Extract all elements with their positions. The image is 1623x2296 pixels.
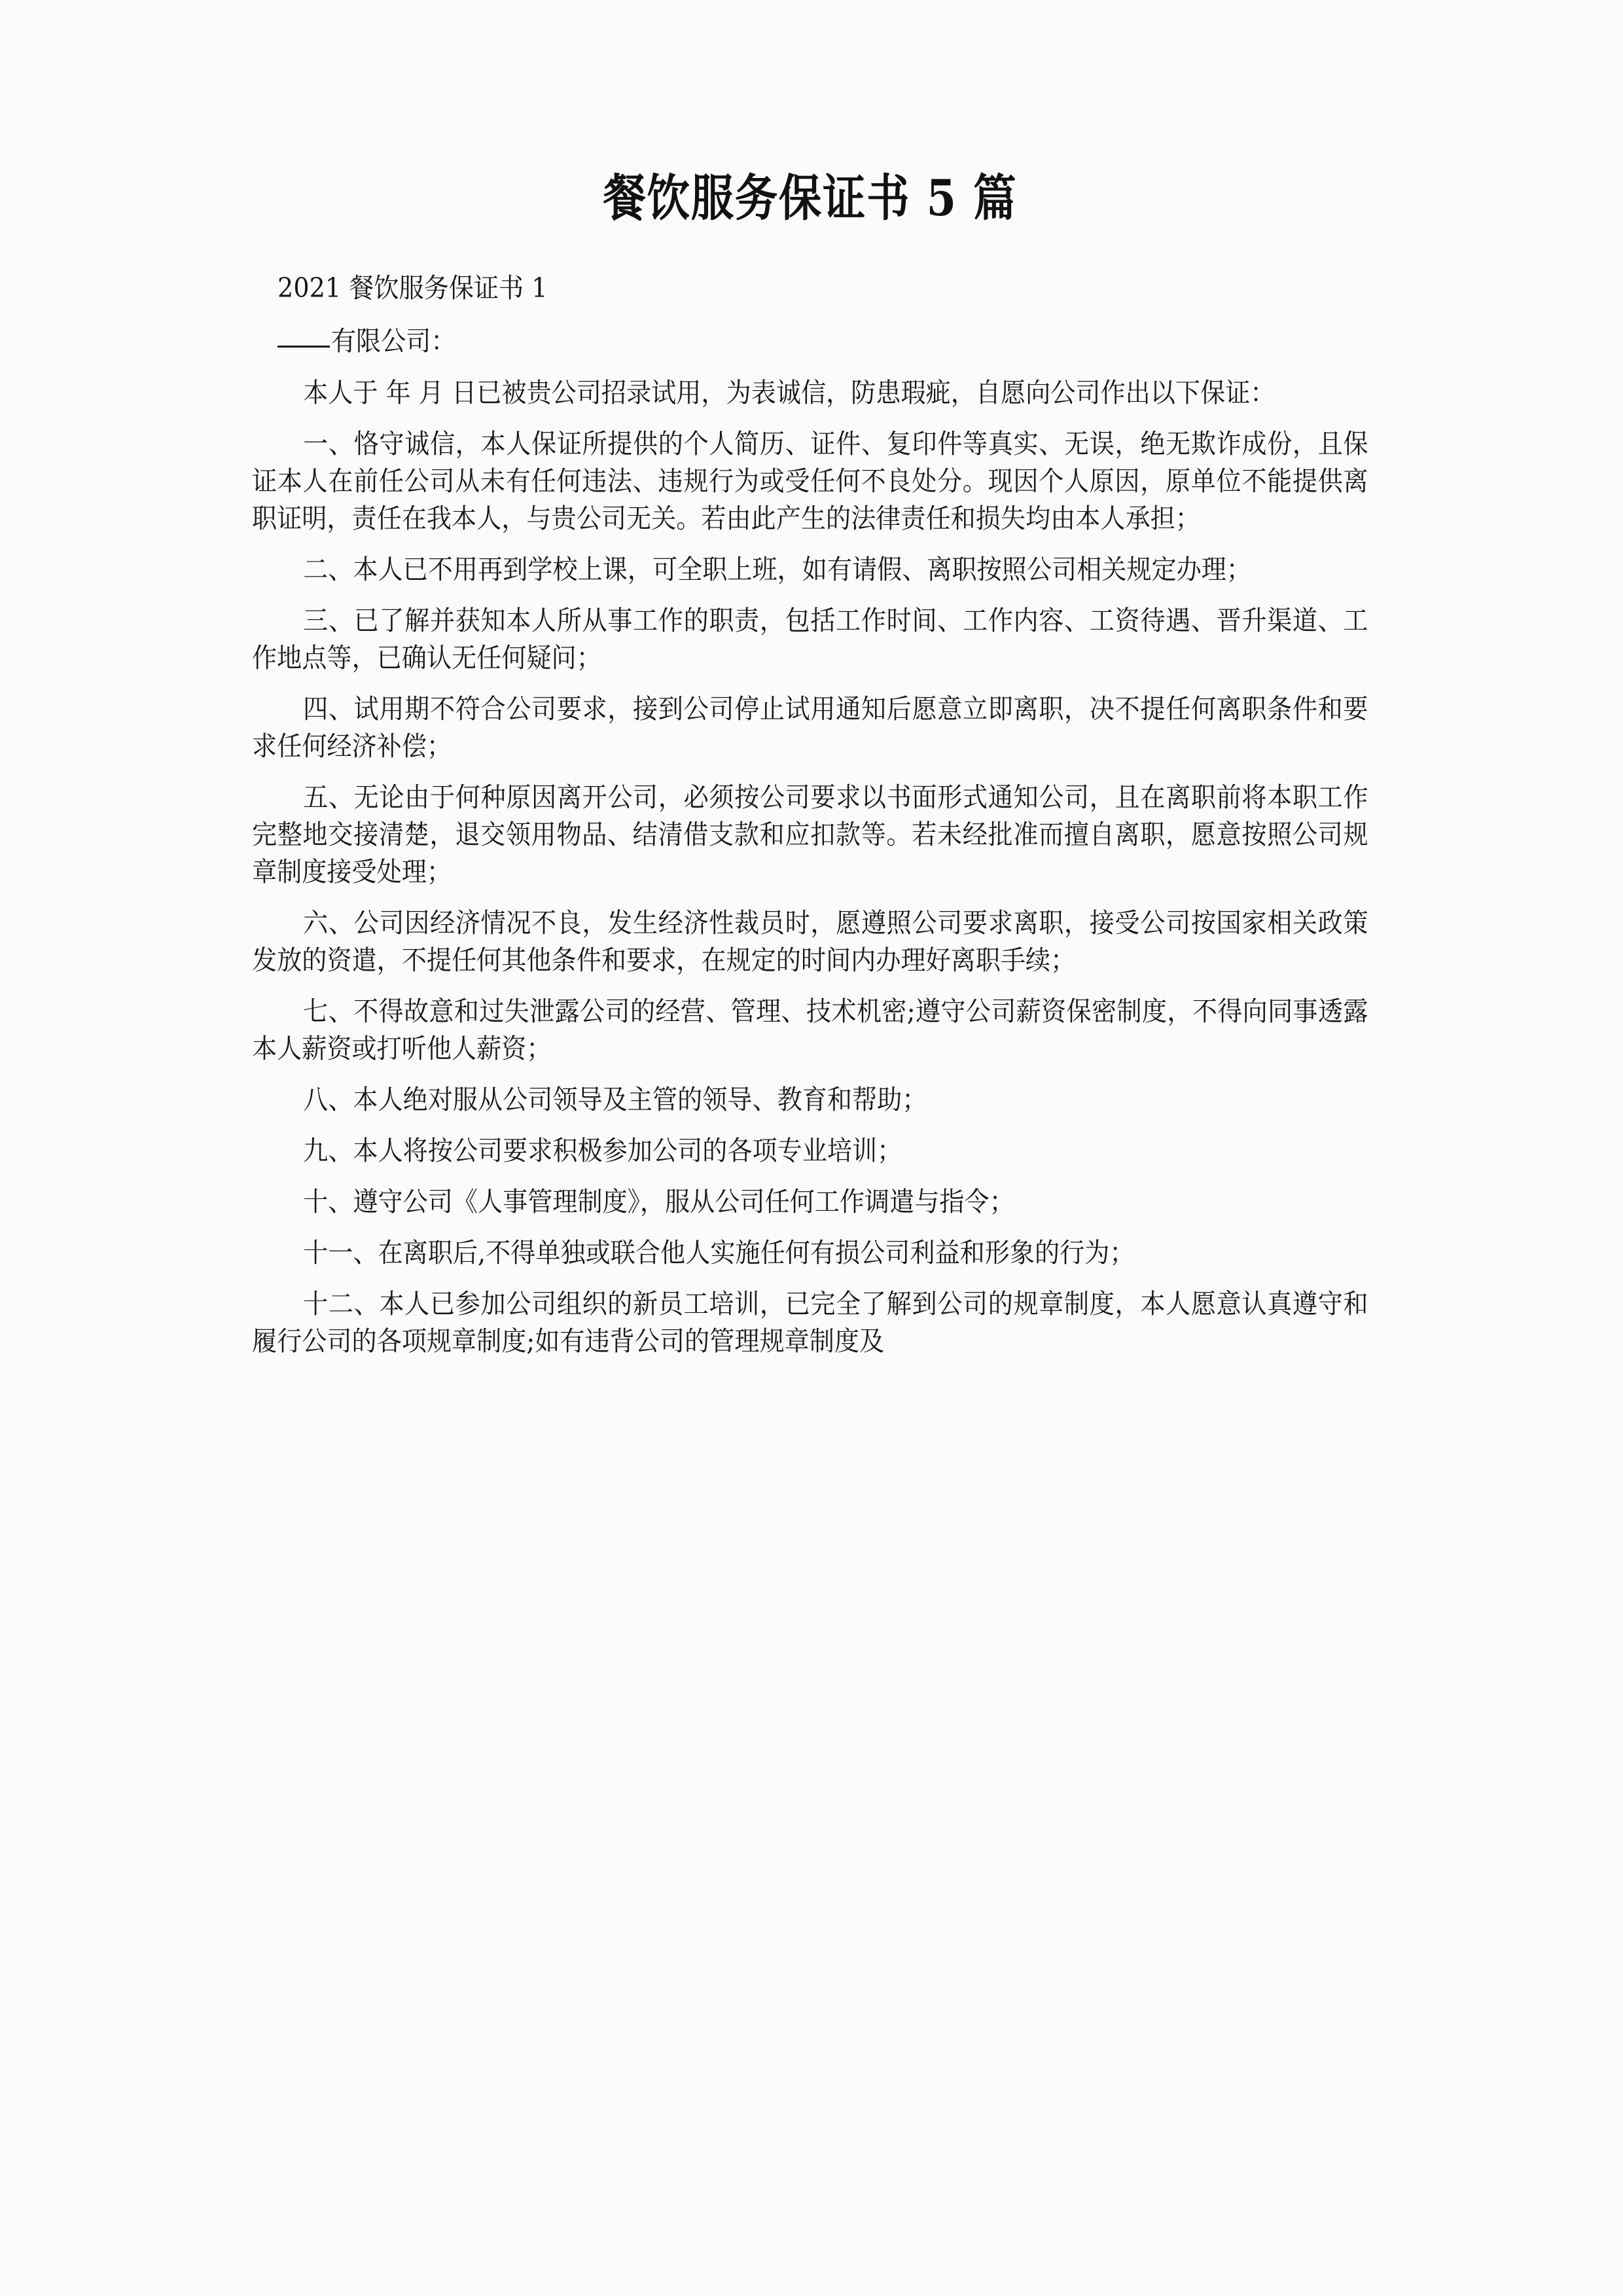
document-subtitle: 2021 餐饮服务保证书 1 [277, 272, 548, 304]
paragraph-item-3: 三、已了解并获知本人所从事工作的职责，包括工作时间、工作内容、工资待遇、晋升渠道、工作地点等，已确认无任何疑问； [252, 605, 1368, 673]
paragraph-item-9: 九、本人将按公司要求积极参加公司的各项专业培训； [303, 1135, 902, 1166]
page-title: 餐饮服务保证书 5 篇 [603, 169, 1018, 227]
paragraph-item-6: 六、公司因经济情况不良，发生经济性裁员时，愿遵照公司要求离职，接受公司按国家相关政策发放的资遣，不提任何其他条件和要求，在规定的时间内办理好离职手续； [252, 907, 1368, 976]
paragraph-item-7: 七、不得故意和过失泄露公司的经营、管理、技术机密;遵守公司薪资保密制度，不得向同事透露本人薪资或打听他人薪资； [252, 996, 1368, 1064]
paragraph-item-10: 十、遵守公司《人事管理制度》，服从公司任何工作调遣与指令； [303, 1186, 1014, 1217]
document-body [252, 270, 1368, 1360]
paragraph-item-12: 十二、本人已参加公司组织的新员工培训，已完全了解到公司的规章制度，本人愿意认真遵守和履行公司的各项规章制度;如有违背公司的管理规章制度及 [252, 1288, 1368, 1357]
paragraph-item-11: 十一、在离职后,不得单独或联合他人实施任何有损公司利益和形象的行为； [303, 1237, 1135, 1268]
paragraph-item-1: 一、恪守诚信，本人保证所提供的个人简历、证件、复印件等真实、无误，绝无欺诈成份，且保证本人在前任公司从未有任何违法、违规行为或受任何不良处分。现因个人原因，原单位不能提供离职证明，责任在我本人，与贵公司无关。若由此产生的法律责任和损失均由本人承担； [252, 428, 1368, 534]
paragraph-item-2: 二、本人已不用再到学校上课，可全职上班，如有请假、离职按照公司相关规定办理； [303, 554, 1252, 585]
salutation-text: 有限公司： [330, 325, 456, 357]
salutation-line [252, 323, 1368, 360]
paragraph-item-5: 五、无论由于何种原因离开公司，必须按公司要求以书面形式通知公司，且在离职前将本职工作完整地交接清楚，退交领用物品、结清借支款和应扣款等。若未经批准而擅自离职，愿意按照公司规章制度接受处理； [252, 781, 1368, 888]
company-name-blank [277, 346, 330, 348]
paragraph-item-8: 八、本人绝对服从公司领导及主管的领导、教育和帮助； [303, 1084, 927, 1115]
paragraph-item-4: 四、试用期不符合公司要求，接到公司停止试用通知后愿意立即离职，决不提任何离职条件和要求任何经济补偿； [252, 693, 1368, 762]
document-content [252, 167, 1368, 1374]
paragraph-preamble: 本人于 年 月 日已被贵公司招录试用，为表诚信，防患瑕疵，自愿向公司作出以下保证： [303, 377, 1275, 408]
